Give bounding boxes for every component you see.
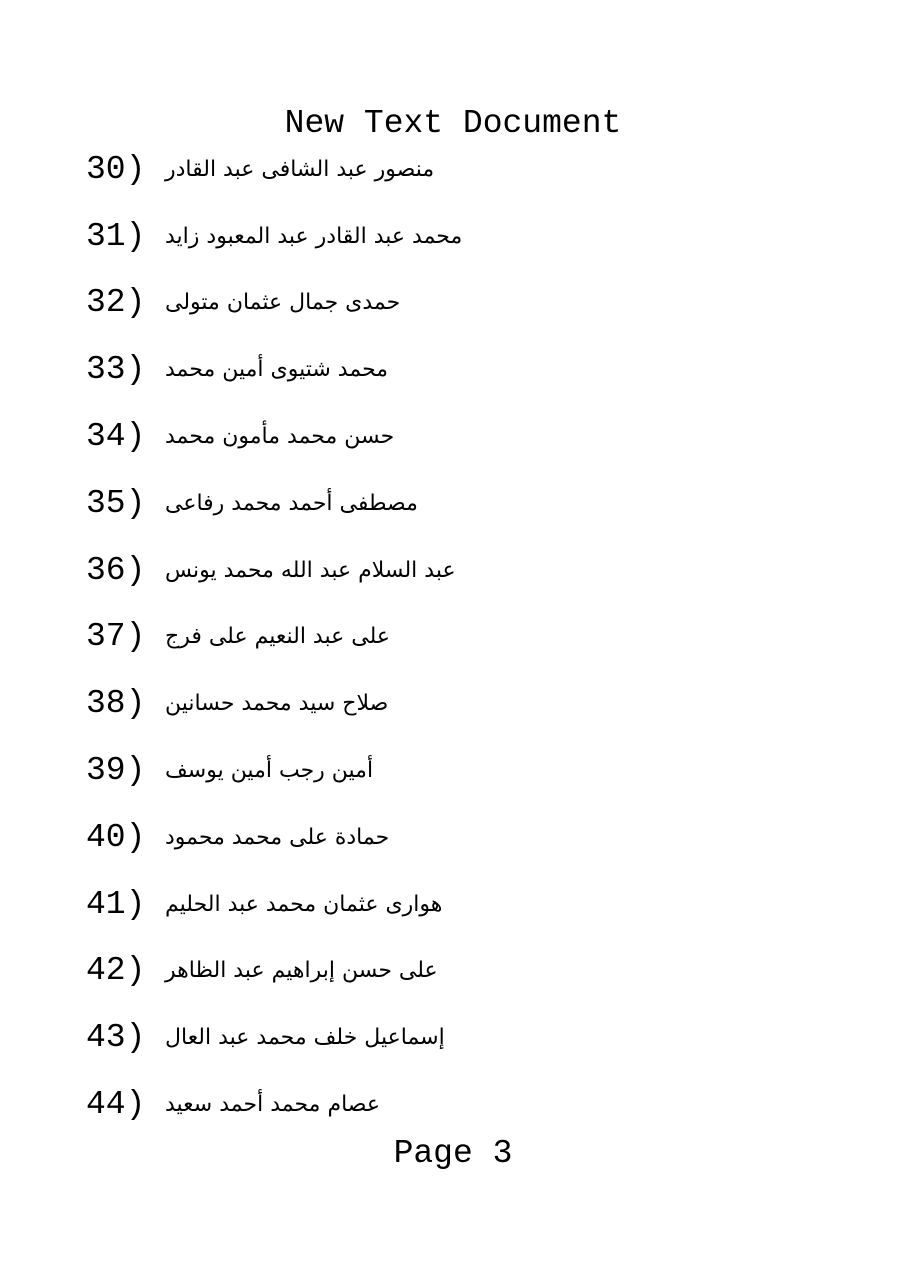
item-name: منصور عبد الشافى عبد القادر — [165, 156, 435, 182]
item-number: 40) — [86, 818, 146, 856]
list-item — [86, 470, 846, 537]
list-item — [86, 270, 846, 337]
item-number: 42) — [86, 952, 146, 990]
item-number: 38) — [86, 685, 146, 723]
item-number: 33) — [86, 351, 146, 389]
list-item — [86, 336, 846, 403]
list-item — [86, 804, 846, 871]
item-number: 37) — [86, 618, 146, 656]
item-number: 35) — [86, 484, 146, 522]
list-item — [86, 403, 846, 470]
item-number: 39) — [86, 752, 146, 790]
page-title: New Text Document — [284, 105, 622, 142]
list-item — [86, 938, 846, 1005]
item-number: 36) — [86, 551, 146, 589]
item-name: على عبد النعيم على فرج — [165, 624, 390, 650]
item-name: محمد شتيوى أمين محمد — [165, 357, 389, 383]
item-number: 31) — [86, 217, 146, 255]
list-item — [86, 537, 846, 604]
item-name: مصطفى أحمد محمد رفاعى — [165, 490, 418, 516]
name-list — [86, 136, 846, 1138]
item-name: صلاح سيد محمد حسانين — [165, 691, 389, 717]
list-item — [86, 604, 846, 671]
item-name: محمد عبد القادر عبد المعبود زايد — [165, 223, 463, 249]
list-item — [86, 737, 846, 804]
item-name: على حسن إبراهيم عبد الظاهر — [165, 958, 438, 984]
item-name: إسماعيل خلف محمد عبد العال — [165, 1025, 445, 1051]
list-item — [86, 203, 846, 270]
page-number: Page 3 — [393, 1135, 513, 1172]
item-name: حسن محمد مأمون محمد — [165, 424, 395, 450]
item-name: عبد السلام عبد الله محمد يونس — [165, 557, 456, 583]
list-item — [86, 670, 846, 737]
item-number: 44) — [86, 1086, 146, 1124]
list-item — [86, 1071, 846, 1138]
list-item — [86, 871, 846, 938]
list-item — [86, 136, 846, 203]
list-item — [86, 1004, 846, 1071]
item-name: عصام محمد أحمد سعيد — [165, 1092, 380, 1118]
item-name: هوارى عثمان محمد عبد الحليم — [165, 891, 443, 917]
item-number: 32) — [86, 284, 146, 322]
item-number: 41) — [86, 885, 146, 923]
item-number: 34) — [86, 418, 146, 456]
item-name: حمادة على محمد محمود — [165, 824, 390, 850]
item-name: أمين رجب أمين يوسف — [165, 758, 374, 784]
item-name: حمدى جمال عثمان متولى — [165, 290, 401, 316]
item-number: 30) — [86, 150, 146, 188]
item-number: 43) — [86, 1019, 146, 1057]
